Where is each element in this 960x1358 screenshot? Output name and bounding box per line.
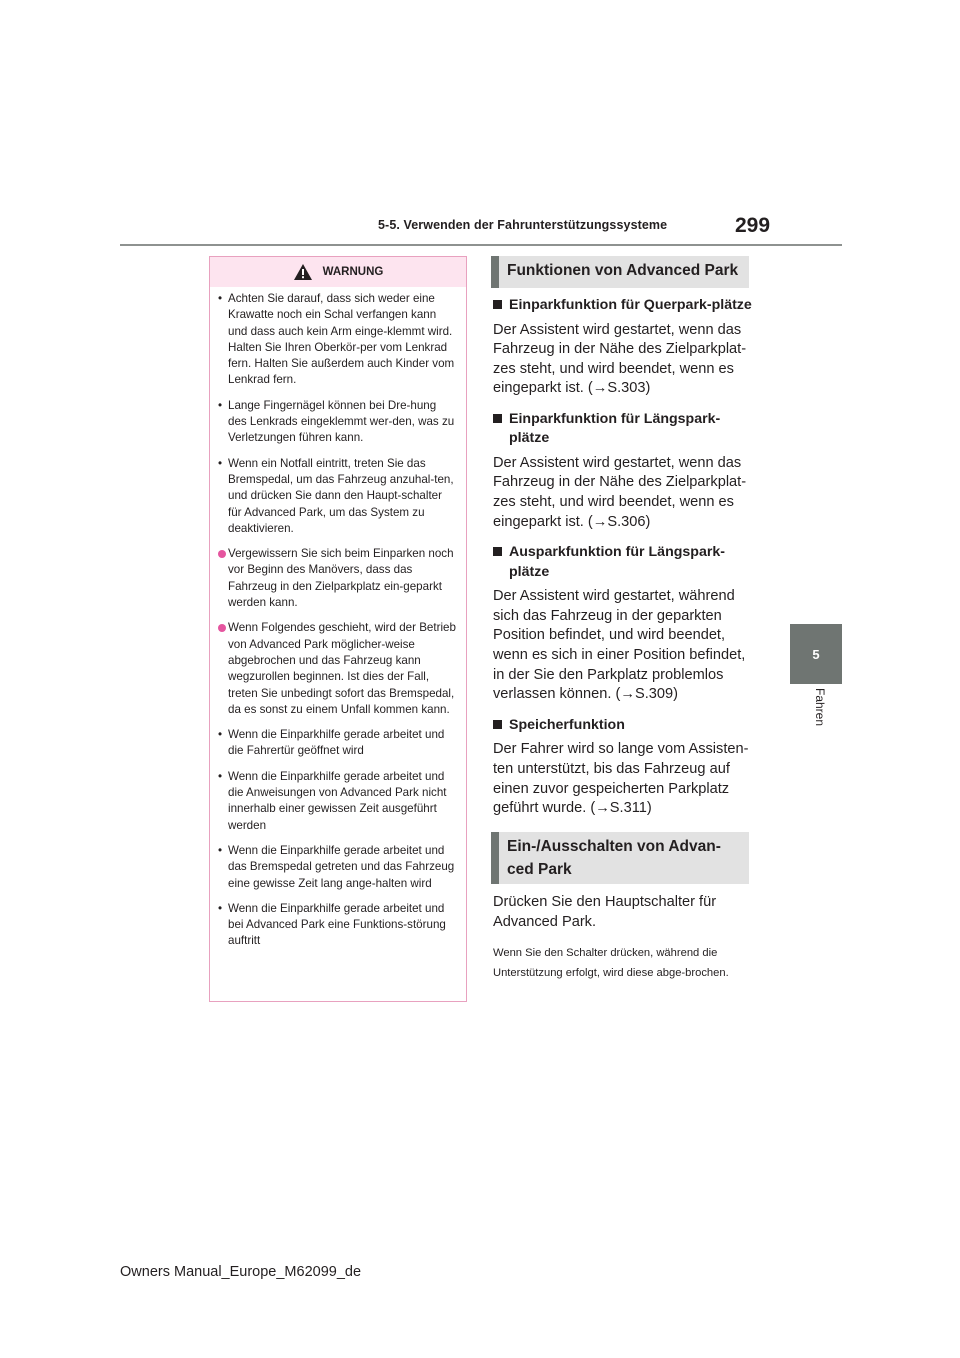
square-bullet-icon xyxy=(493,547,502,556)
warning-title: WARNUNG xyxy=(322,266,384,278)
toggle-note: Wenn Sie den Schalter drücken, während die Unterstützung erfolgt, wird diese abge-brochen. xyxy=(493,947,729,979)
square-bullet-icon xyxy=(493,720,502,729)
chapter-label: Fahren xyxy=(813,688,827,727)
chapter-tab[interactable] xyxy=(790,624,842,684)
warning-item: Vergewissern Sie sich beim Einparken noch vor Beginn des Manövers, dass das Fahrzeug in den Zielparkplatz ein-geparkt werden kann. xyxy=(218,546,458,611)
warning-item: • Wenn die Einparkhilfe gerade arbeitet und die Fahrertür geöffnet wird xyxy=(218,728,445,758)
square-bullet-icon xyxy=(493,300,502,309)
features-list xyxy=(493,296,755,819)
feature-heading: Einparkfunktion für Längspark-plätze xyxy=(493,410,755,449)
page-number: 299 xyxy=(735,214,771,237)
feature-text: Der Assistent wird gestartet, wenn das Fahrzeug in der Nähe des Zielparkplat-zes steht, und wird beendet, wenn es eingeparkt ist. (→S.306) xyxy=(493,454,747,530)
feature-text: Der Assistent wird gestartet, während sich das Fahrzeug in der geparkten Position befindet, und wird beendet, wenn es sich in einer Position befindet, in der Sie den Parkplatz problemlos verlassen können. (→S.309) xyxy=(493,588,746,703)
warning-item: • Wenn ein Notfall eintritt, treten Sie das Bremspedal, um das Fahrzeug anzuhal-ten, und drücken Sie dann den Haupt-schalter für Advanced Park, um das System zu deaktivieren. xyxy=(218,456,454,535)
feature-heading: Einparkfunktion für Querpark-plätze xyxy=(493,296,755,316)
pink-bullet-icon xyxy=(218,624,226,632)
warning-box xyxy=(209,256,467,1002)
warning-item: • Wenn die Einparkhilfe gerade arbeitet und bei Advanced Park eine Funktions-störung auftritt xyxy=(218,901,446,948)
pink-bullet-icon xyxy=(218,550,226,558)
warning-item: • Wenn die Einparkhilfe gerade arbeitet und das Bremspedal getreten und das Fahrzeug eine gewisse Zeit lang ange-halten wird xyxy=(218,843,455,890)
footer-document-id: Owners Manual_Europe_M62099_de xyxy=(120,1264,362,1280)
feature-text: Der Assistent wird gestartet, wenn das Fahrzeug in der Nähe des Zielparkplat-zes steht, und wird beendet, wenn es eingeparkt ist. (→S.303) xyxy=(493,321,747,397)
feature-heading: Speicherfunktion xyxy=(493,716,755,736)
section-heading-functions: Funktionen von Advanced Park xyxy=(491,256,749,288)
square-bullet-icon xyxy=(493,414,502,423)
toggle-instruction: Drücken Sie den Hauptschalter für Advanced Park. xyxy=(493,894,717,930)
warning-list xyxy=(210,287,466,950)
warning-triangle-icon xyxy=(293,263,313,281)
section-title-line: Ein-/Ausschalten von Advan- xyxy=(507,838,721,855)
warning-item: • Lange Fingernägel können bei Dre-hung des Lenkrads eingeklemmt wer-den, was zu Verletzungen führen kann. xyxy=(218,398,455,445)
warning-header xyxy=(210,257,466,287)
header-divider xyxy=(120,244,842,246)
section-title: 5-5. Verwenden der Fahrunterstützungssysteme xyxy=(378,218,668,232)
section-title-line: ced Park xyxy=(507,861,572,878)
feature-heading: Ausparkfunktion für Längspark-plätze xyxy=(493,543,755,582)
feature-text: Der Fahrer wird so lange vom Assisten-ten unterstützt, bis das Fahrzeug auf einen zuvor gespeicherten Parkplatz geführt wurde. (→S.311) xyxy=(493,741,749,817)
warning-item: • Wenn die Einparkhilfe gerade arbeitet und die Anweisungen von Advanced Park nicht innerhalb einer gewissen Zeit ausgeführt werden xyxy=(218,769,447,832)
warning-item: Wenn Folgendes geschieht, wird der Betrieb von Advanced Park möglicher-weise abgebrochen und das Fahrzeug kann wegzurollen beginnen. Ist dies der Fall, treten Sie unbedingt sofort das Bremspedal, da es sonst zu einem Unfall kommen kann. xyxy=(218,620,458,718)
warning-item: • Achten Sie darauf, dass sich weder eine Krawatte noch ein Schal verfangen kann und dass auch kein Arm einge-klemmt wird. Halten Sie Ihren Oberkör-per vom Lenkrad fern. Halten Sie außerdem auch Kinder vom Lenkrad fern. xyxy=(218,292,455,387)
section-heading-toggle xyxy=(491,832,749,884)
chapter-number: 5 xyxy=(812,646,820,662)
toggle-section xyxy=(493,888,755,983)
